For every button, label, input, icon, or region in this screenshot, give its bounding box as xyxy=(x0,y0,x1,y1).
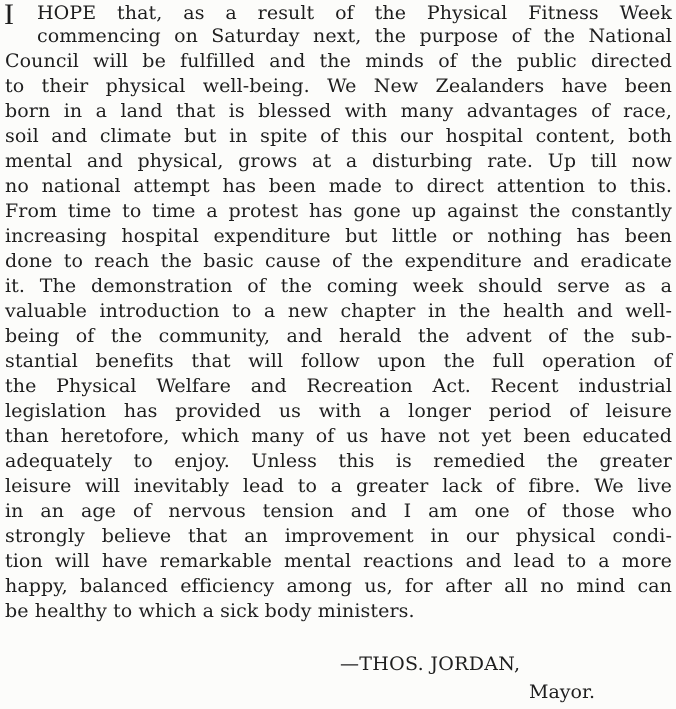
drop-cap: I xyxy=(4,0,14,31)
article-line: Council will be fulfilled and the minds of the public directed xyxy=(5,50,672,72)
article-line: valuable introduction to a new chapter in the health and well- xyxy=(5,300,672,322)
article-line: stantial benefits that will follow upon the full operation of xyxy=(5,350,672,372)
signature-title: Mayor. xyxy=(529,681,595,703)
article-line: increasing hospital expenditure but little or nothing has been xyxy=(5,225,672,247)
article-line: tion will have remarkable mental reactions and lead to a more xyxy=(5,550,672,572)
article-line: strongly believe that an improvement in our physical condi- xyxy=(5,525,672,547)
article-line: done to reach the basic cause of the expenditure and eradicate xyxy=(5,250,672,272)
article-line: it. The demonstration of the coming week should serve as a xyxy=(5,275,672,297)
article-line: From time to time a protest has gone up against the constantly xyxy=(5,200,672,222)
article-line: happy, balanced efficiency among us, for after all no mind can xyxy=(5,575,672,597)
article-line: no national attempt has been made to direct attention to this. xyxy=(5,175,672,197)
article-line: mental and physical, grows at a disturbing rate. Up till now xyxy=(5,150,672,172)
article-line: leisure will inevitably lead to a greater lack of fibre. We live xyxy=(5,475,672,497)
article-line: adequately to enjoy. Unless this is remedied the greater xyxy=(5,450,672,472)
article-line: soil and climate but in spite of this our hospital content, both xyxy=(5,125,672,147)
article-line: born in a land that is blessed with many advantages of race, xyxy=(5,100,672,122)
article-line: legislation has provided us with a longer period of leisure xyxy=(5,400,672,422)
article-line: than heretofore, which many of us have not yet been educated xyxy=(5,425,672,447)
article-line: being of the community, and herald the advent of the sub- xyxy=(5,325,672,347)
article-line: to their physical well-being. We New Zealanders have been xyxy=(5,75,672,97)
article-line: HOPE that, as a result of the Physical Fitness Week xyxy=(37,2,672,24)
signature-name: —THOS. JORDAN, xyxy=(340,653,521,675)
article-line: the Physical Welfare and Recreation Act. Recent industrial xyxy=(5,375,672,397)
article-line: in an age of nervous tension and I am one of those who xyxy=(5,500,672,522)
article-line: commencing on Saturday next, the purpose of the National xyxy=(37,25,672,47)
article-line: be healthy to which a sick body ministers. xyxy=(5,600,415,622)
